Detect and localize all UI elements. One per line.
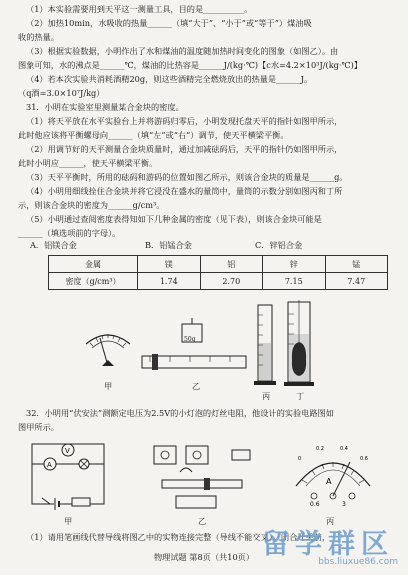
q31-part2: （2）用调节好的天平测量合金块质量时，通过加减砝码后，天平的指针仍如图甲所示， bbox=[26, 144, 343, 154]
q31-part1: （1）将天平放在水平实验台上并将游码归零后，小明发现托盘天平的指针如图甲所示， bbox=[26, 116, 343, 126]
option-c: C．锌铝合金 bbox=[255, 240, 303, 250]
q30-part3-cont: 图象可知，水的沸点是______℃，煤油的比热容是______J/(kg·℃)【c水=4.2×10³J/(kg·℃)】 bbox=[18, 60, 363, 70]
circuit-diagram-figure bbox=[28, 440, 108, 510]
table-cell: 密度（g/cm³） bbox=[49, 273, 138, 290]
fig31-label-bing: 丙 bbox=[262, 391, 271, 401]
svg-text:0.6: 0.6 bbox=[310, 501, 320, 508]
q32-stem-cont: 图甲所示。 bbox=[18, 422, 59, 432]
physical-circuit-figure bbox=[146, 442, 256, 514]
table-cell: 金属 bbox=[49, 256, 138, 273]
fig32-label-yi: 乙 bbox=[198, 516, 207, 526]
q30-part3: （3）根据实验数据，小明作出了水和煤油的温度随加热时间变化的图象（如图乙）。由 bbox=[26, 46, 339, 56]
table-row bbox=[49, 256, 388, 273]
table-cell: 7.15 bbox=[263, 273, 326, 290]
graduated-cylinder-water-figure bbox=[254, 303, 276, 385]
table-cell: 铝 bbox=[200, 256, 263, 273]
fig31-label-jia: 甲 bbox=[104, 381, 113, 391]
q31-part2-cont: 此时小明应______，使天平横梁平衡。 bbox=[18, 158, 158, 168]
q30-part4-cont: （q酒=3.0×10⁷J/kg） bbox=[18, 88, 105, 98]
svg-text:0.2: 0.2 bbox=[316, 446, 324, 452]
q30-part2: （2）加热10min，水吸收的热量______（填“大于”、“小于”或“等于”）煤油吸 bbox=[26, 18, 312, 28]
weight-and-rider-figure bbox=[140, 318, 250, 374]
ammeter-dial-figure bbox=[290, 440, 376, 512]
q31-part1-cont: 此时他应该将平衡螺母向______（填“左”或“右”）调节，使天平横梁平衡。 bbox=[18, 130, 289, 140]
q30-part2-cont: 收的热量。 bbox=[18, 32, 59, 42]
table-cell: 7.47 bbox=[325, 273, 388, 290]
graduated-cylinder-block-figure bbox=[282, 300, 316, 386]
q30-part4: （4）若本次实验共消耗酒精20g，则这些酒精完全燃烧放出的热量是______J。 bbox=[26, 74, 313, 84]
svg-text:0: 0 bbox=[298, 456, 302, 462]
table-row bbox=[49, 273, 388, 290]
option-b: B．铝锰合金 bbox=[145, 240, 192, 250]
svg-text:A: A bbox=[47, 461, 52, 469]
option-a: A．铝镁合金 bbox=[30, 240, 77, 250]
fig31-label-yi: 乙 bbox=[192, 381, 201, 391]
table-cell: 2.70 bbox=[200, 273, 263, 290]
svg-text:3: 3 bbox=[342, 501, 346, 508]
q31-stem: 31．小明在实验室里测量某合金块的密度。 bbox=[26, 102, 184, 112]
q31-part5-cont: ______（填选项前的字母）。 bbox=[18, 228, 121, 238]
q32-part1: （1）请用笔画线代替导线将图乙中的实物连接完整（导线不能交叉）。闭合开关前， bbox=[26, 532, 331, 542]
balance-pointer-figure bbox=[78, 322, 138, 370]
q30-part1: （1）本实验需要用到天平这一测量工具，目的是__________。 bbox=[26, 4, 253, 14]
table-cell: 镁 bbox=[138, 256, 201, 273]
q31-part4: （4）小明用细线拴住合金块并将它浸没在盛水的量筒中，量筒的示数分别如图丙和丁所 bbox=[26, 186, 343, 196]
fig31-label-ding: 丁 bbox=[296, 391, 305, 401]
q32-stem: 32．小明用“伏安法”测额定电压为2.5V的小灯泡的灯丝电阻，他设计的实验电路图如 bbox=[26, 408, 334, 418]
watermark-url: bbs.liuxue86.com bbox=[318, 557, 398, 567]
watermark-logo: 留学群区 bbox=[262, 529, 394, 560]
q31-part4-cont: 示，则该合金块的密度为______g/cm³。 bbox=[18, 200, 165, 210]
fig32-label-jia: 甲 bbox=[64, 516, 73, 526]
weight-label: 50g bbox=[184, 336, 196, 343]
svg-text:0.6: 0.6 bbox=[360, 456, 368, 462]
q31-part5: （5）小明通过查阅密度表得知如下几种金属的密度（见下表），则该合金块可能是 bbox=[26, 214, 322, 224]
fig32-label-bing: 丙 bbox=[326, 516, 335, 526]
table-cell: 锌 bbox=[263, 256, 326, 273]
table-cell: 锰 bbox=[325, 256, 388, 273]
svg-text:0.4: 0.4 bbox=[340, 446, 348, 452]
svg-text:V: V bbox=[65, 447, 70, 455]
page-footer: 物理试题 第8页（共10页） bbox=[153, 552, 255, 562]
q31-part3: （3）天平平衡时，所用的砝码和游码的位置如图乙所示，则该合金块的质量是______g。 bbox=[26, 172, 348, 182]
density-table bbox=[48, 255, 388, 290]
table-cell: 1.74 bbox=[138, 273, 201, 290]
svg-text:A: A bbox=[326, 477, 332, 486]
